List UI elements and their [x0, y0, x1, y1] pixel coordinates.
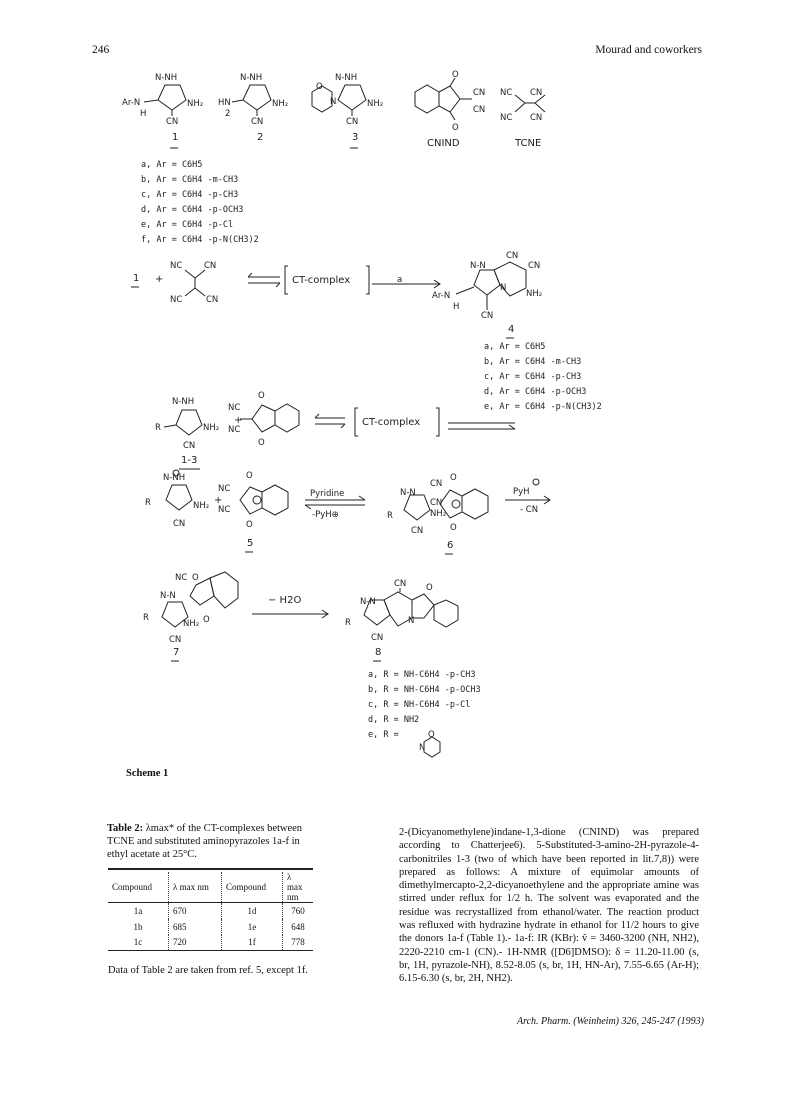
svg-text:R: R — [345, 618, 351, 628]
pyrazolium-structure — [145, 470, 209, 529]
svg-text:CN: CN — [430, 498, 443, 508]
svg-text:NC: NC — [228, 403, 241, 413]
svg-text:+: + — [155, 274, 164, 285]
reagent-minus-cn: - CN — [520, 505, 539, 515]
tcne-structure — [500, 88, 545, 123]
th-compound-1: Compound — [108, 872, 169, 903]
cell: 778 — [291, 937, 305, 948]
svg-text:CN: CN — [530, 88, 543, 98]
body-paragraph: 2-(Dicyanomethylene)indane-1,3-dione (CNIND) was prepared according to Chatterjee6). 5-Substituted-3-amino-2H-pyrazole-4-carbonitriles 1-3 (two of which have been reported in lit.7,8)) were prepared as follows: A mixture of equimolar amounts of dimethylmercapto-2,2-dicyanoethylene and the appropriate amine was stirred under reflux for 1/2 h. The solvent was evaporated and the residue was recrystallized from ethanol/water. The reaction product was refluxed with hydrazine hydrate in ethanol for 11/2 hours to give the donors 1a-f (Table 1).- 1a-f: IR (KBr): ṽ = 3460-3200 (NH, NH2), 2220-2210 cm-1 (CN).- 1H-NMR ([D6]DMSO): δ = 11.20-11.00 (s, br, 1H, pyrazole-NH), 8.52-8.05 (s, br, 1H, HN-Ar), 7.55-6.65 (Ar-H); 6.15-6.30 (s, br, 2H, NH2). — [399, 827, 699, 985]
svg-text:R: R — [155, 423, 161, 433]
label-3: 3 — [352, 132, 359, 143]
list-1-e: e, Ar = C6H4 -p-Cl — [141, 220, 234, 230]
svg-text:NC: NC — [500, 88, 513, 98]
list-8-d: d, R = NH2 — [368, 715, 420, 725]
list-4 — [484, 340, 602, 415]
list-4-a: a, Ar = C6H5 — [484, 342, 546, 352]
svg-text:O: O — [192, 573, 199, 583]
list-8-c: c, R = NH-C6H4 -p-Cl — [368, 700, 471, 710]
svg-text:Ar-N: Ar-N — [122, 98, 141, 108]
compound-4-structure — [432, 251, 542, 321]
svg-text:-PyH⊕: -PyH⊕ — [312, 510, 339, 520]
svg-text:CN: CN — [394, 579, 407, 589]
svg-text:CN: CN — [346, 117, 359, 127]
cell: 720 — [169, 935, 222, 951]
list-1-c: c, Ar = C6H4 -p-CH3 — [141, 190, 239, 200]
label-1-3: 1-3 — [181, 455, 198, 466]
arrow-label-a: a — [397, 275, 403, 285]
svg-text:CN: CN — [430, 479, 443, 489]
list-1-d: d, Ar = C6H4 -p-OCH3 — [141, 205, 244, 215]
cell: 1c — [108, 935, 169, 951]
svg-text:CN: CN — [506, 251, 519, 261]
svg-text:NH₂: NH₂ — [183, 619, 200, 629]
svg-text:H: H — [140, 109, 147, 119]
list-1-f: f, Ar = C6H4 -p-N(CH3)2 — [141, 235, 259, 245]
svg-text:NC: NC — [175, 573, 188, 583]
svg-text:N-N: N-N — [400, 488, 416, 498]
svg-text:CN: CN — [251, 117, 264, 127]
list-8-a: a, R = NH-C6H4 -p-CH3 — [368, 670, 476, 680]
table-caption-text: λmax* of the CT-complexes between TCNE and substituted aminopyrazoles 1a-f in ethyl acetate at 25°C. — [107, 823, 303, 860]
ct-complex-2: CT-complex — [362, 417, 421, 428]
label-4: 4 — [508, 324, 515, 335]
svg-text:CN: CN — [183, 441, 196, 451]
list-4-b: b, Ar = C6H4 -m-CH3 — [484, 357, 582, 367]
list-4-d: d, Ar = C6H4 -p-OCH3 — [484, 387, 587, 397]
svg-text:O: O — [426, 583, 433, 593]
svg-text:N: N — [419, 743, 426, 753]
svg-text:N: N — [330, 97, 337, 107]
tcne-reactant — [170, 261, 218, 305]
svg-text:R: R — [143, 613, 149, 623]
svg-text:CN: CN — [481, 311, 494, 321]
svg-text:NH₂: NH₂ — [526, 289, 543, 299]
label-tcne: TCNE — [515, 138, 542, 149]
svg-text:N-NH: N-NH — [163, 473, 186, 483]
cell: 760 — [291, 905, 305, 916]
svg-text:N-NH: N-NH — [172, 397, 195, 407]
table-caption — [107, 822, 322, 861]
svg-text:O: O — [450, 523, 457, 533]
svg-text:NH₂: NH₂ — [430, 509, 447, 519]
svg-text:N-NH: N-NH — [155, 73, 178, 83]
th-compound-2: Compound — [222, 872, 283, 903]
svg-text:N-NH: N-NH — [335, 73, 358, 83]
running-title: Mourad and coworkers — [595, 44, 702, 56]
svg-text:O: O — [316, 82, 323, 92]
svg-text:Ar-N: Ar-N — [432, 291, 451, 301]
svg-text:O: O — [246, 471, 253, 481]
svg-text:N-NH: N-NH — [240, 73, 263, 83]
svg-text:CN: CN — [204, 261, 217, 271]
list-1-a: a, Ar = C6H5 — [141, 160, 203, 170]
compound-8-structure — [345, 579, 458, 643]
svg-text:CN: CN — [411, 526, 424, 536]
label-cnind: CNIND — [427, 138, 460, 149]
svg-text:N-N: N-N — [160, 591, 176, 601]
journal-footer: Arch. Pharm. (Weinheim) 326, 245-247 (1993) — [516, 1016, 704, 1027]
svg-text:CN: CN — [528, 261, 541, 271]
svg-text:N-N: N-N — [360, 597, 376, 607]
cell: 670 — [169, 903, 222, 919]
svg-text:N: N — [408, 616, 415, 626]
svg-text:N-N: N-N — [470, 261, 486, 271]
svg-text:R: R — [387, 511, 393, 521]
table-caption-label: Table 2: — [107, 823, 144, 834]
svg-text:O: O — [258, 391, 265, 401]
compound-7-structure — [143, 572, 238, 645]
compound-6-structure — [387, 473, 488, 536]
cnind-structure — [415, 70, 485, 133]
table-row — [108, 935, 313, 951]
table-row — [108, 903, 313, 919]
svg-text:CN: CN — [530, 113, 543, 123]
svg-text:N: N — [500, 283, 507, 293]
svg-text:O: O — [258, 438, 265, 448]
cell: 1b — [108, 919, 169, 935]
svg-text:NC: NC — [218, 484, 231, 494]
svg-text:O: O — [246, 520, 253, 530]
svg-text:NC: NC — [170, 295, 183, 305]
scheme-caption: Scheme 1 — [126, 768, 169, 779]
svg-text:HN: HN — [218, 98, 231, 108]
reagent-minus-h2o: − H2O — [268, 595, 302, 606]
svg-text:1: 1 — [133, 273, 140, 284]
svg-text:+: + — [234, 415, 243, 426]
th-lambda-1: λ max nm — [169, 872, 222, 903]
list-8 — [368, 668, 481, 743]
svg-text:NH₂: NH₂ — [187, 99, 204, 109]
list-8-b: b, R = NH-C6H4 -p-OCH3 — [368, 685, 481, 695]
compound-1-structure — [122, 73, 203, 127]
svg-text:NH₂: NH₂ — [367, 99, 384, 109]
compound-1-3-structure — [155, 397, 219, 451]
label-8: 8 — [375, 647, 382, 658]
svg-text:+: + — [214, 495, 223, 506]
svg-text:O: O — [452, 123, 459, 133]
svg-text:NC: NC — [218, 505, 231, 515]
list-4-e: e, Ar = C6H4 -p-N(CH3)2 — [484, 402, 602, 412]
compound-3-structure — [312, 73, 383, 127]
list-4-c: c, Ar = C6H4 -p-CH3 — [484, 372, 582, 382]
svg-text:CN: CN — [169, 635, 182, 645]
svg-text:NC: NC — [170, 261, 183, 271]
label-5: 5 — [247, 538, 254, 549]
compound-5-structure — [218, 471, 288, 530]
svg-text:R: R — [145, 498, 151, 508]
svg-text:CN: CN — [206, 295, 219, 305]
cell: 648 — [291, 921, 305, 932]
svg-text:O: O — [428, 730, 435, 740]
table-footnote: Data of Table 2 are taken from ref. 5, except 1f. — [108, 965, 308, 976]
svg-text:CN: CN — [473, 105, 486, 115]
label-1: 1 — [172, 132, 179, 143]
list-8-e: e, R = — [368, 730, 399, 740]
svg-text:O: O — [450, 473, 457, 483]
svg-text:2: 2 — [225, 109, 231, 119]
svg-text:CN: CN — [371, 633, 384, 643]
cell: 1d — [222, 903, 283, 919]
cell: 1e — [222, 919, 283, 935]
label-7: 7 — [173, 647, 180, 658]
svg-text:O: O — [452, 70, 459, 80]
svg-text:NH₂: NH₂ — [203, 423, 220, 433]
svg-text:CN: CN — [173, 519, 186, 529]
svg-text:NC: NC — [500, 113, 513, 123]
cell: 1a — [108, 903, 169, 919]
svg-text:NH₂: NH₂ — [272, 99, 289, 109]
svg-text:O: O — [203, 615, 210, 625]
label-2: 2 — [257, 132, 264, 143]
reagent-pyridine: Pyridine — [310, 489, 345, 499]
page-number: 246 — [92, 44, 110, 56]
cell: 685 — [169, 919, 222, 935]
compound-2-structure — [218, 73, 288, 127]
ct-complex-1: CT-complex — [292, 275, 351, 286]
svg-text:H: H — [453, 302, 460, 312]
svg-text:NC: NC — [228, 425, 241, 435]
list-1 — [141, 158, 259, 248]
table-row — [108, 919, 313, 935]
cell: 1f — [222, 935, 283, 951]
list-1-b: b, Ar = C6H4 -m-CH3 — [141, 175, 239, 185]
table-2 — [108, 868, 313, 951]
svg-text:PyH: PyH — [513, 487, 530, 497]
svg-text:NH₂: NH₂ — [193, 501, 210, 511]
th-lambda-2: λ max nm — [287, 872, 303, 902]
svg-text:CN: CN — [473, 88, 486, 98]
svg-text:CN: CN — [166, 117, 179, 127]
label-6: 6 — [447, 540, 454, 551]
